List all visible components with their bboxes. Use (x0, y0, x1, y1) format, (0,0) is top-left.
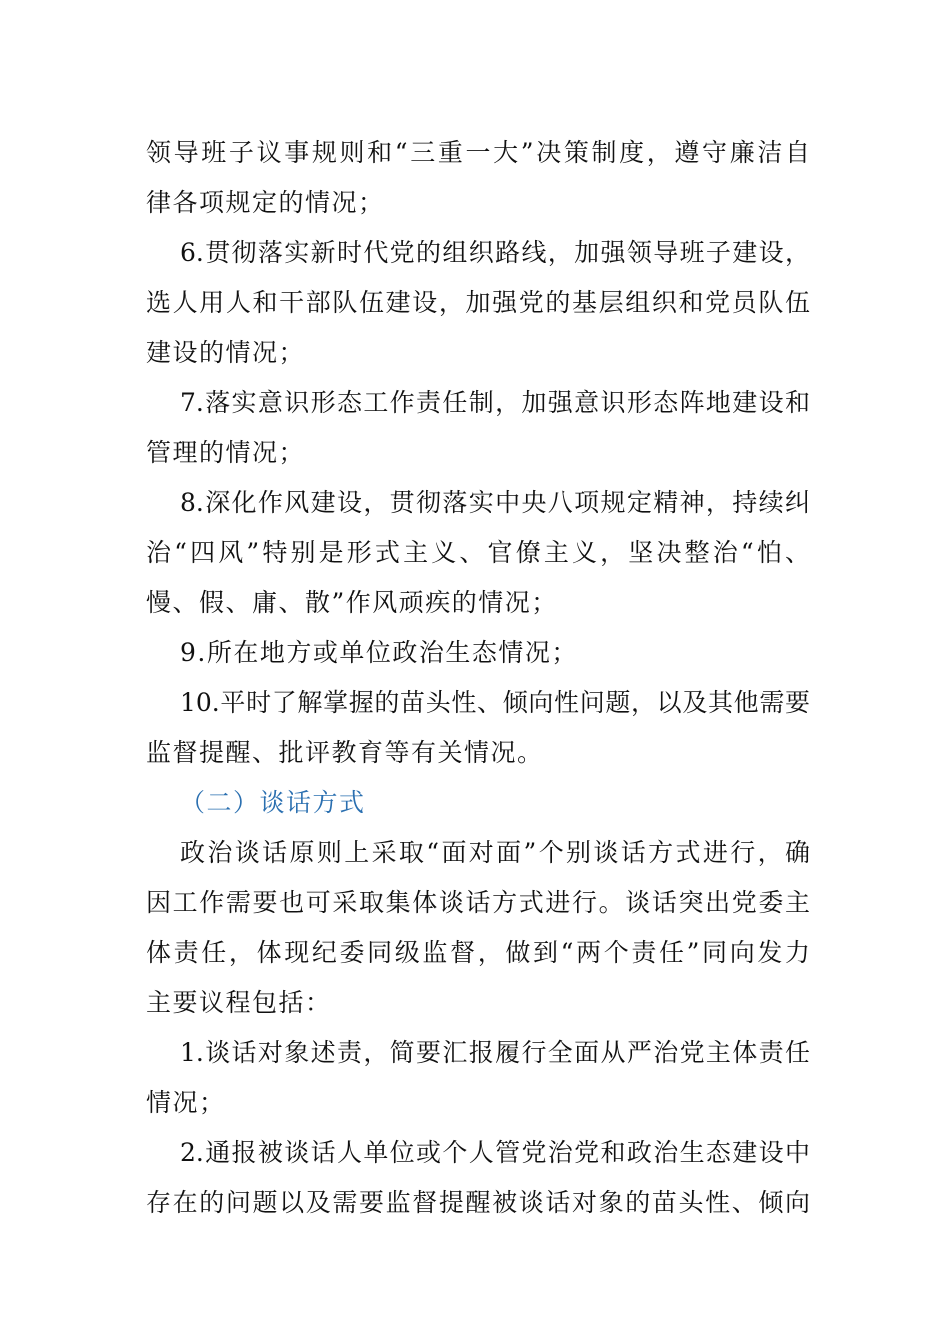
text-line: 领导班子议事规则和“三重一大”决策制度，遵守廉洁自 (146, 138, 810, 167)
list-item-8: 8.深化作风建设，贯彻落实中央八项规定精神，持续纠 (180, 488, 810, 517)
text-line: 存在的问题以及需要监督提醒被谈话对象的苗头性、倾向 (146, 1188, 810, 1217)
text-line: 建设的情况； (146, 338, 306, 367)
text-line: 因工作需要也可采取集体谈话方式进行。谈话突出党委主 (146, 888, 810, 917)
text-line: 情况； (146, 1088, 226, 1117)
text-line: 选人用人和干部队伍建设，加强党的基层组织和党员队伍 (146, 288, 810, 317)
list-item-10: 10.平时了解掌握的苗头性、倾向性问题，以及其他需要 (180, 688, 810, 717)
paragraph-start: 政治谈话原则上采取“面对面”个别谈话方式进行，确 (180, 838, 810, 867)
list-item-9: 9.所在地方或单位政治生态情况； (180, 638, 578, 667)
list-item-6: 6.贯彻落实新时代党的组织路线，加强领导班子建设， (180, 238, 810, 267)
text-line: 慢、假、庸、散”作风顽疾的情况； (146, 588, 558, 617)
agenda-item-1: 1.谈话对象述责，简要汇报履行全面从严治党主体责任 (180, 1038, 810, 1067)
text-line: 治“四风”特别是形式主义、官僚主义，坚决整治“怕、 (146, 538, 810, 567)
text-line: 管理的情况； (146, 438, 306, 467)
text-line: 监督提醒、批评教育等有关情况。 (146, 738, 544, 767)
section-heading: （二）谈话方式 (180, 788, 366, 817)
text-line: 主要议程包括： (146, 988, 332, 1017)
list-item-7: 7.落实意识形态工作责任制，加强意识形态阵地建设和 (180, 388, 810, 417)
document-body (146, 128, 810, 1228)
agenda-item-2: 2.通报被谈话人单位或个人管党治党和政治生态建设中 (180, 1138, 810, 1167)
text-line: 体责任，体现纪委同级监督，做到“两个责任”同向发力 (146, 938, 810, 967)
text-line: 律各项规定的情况； (146, 188, 385, 217)
